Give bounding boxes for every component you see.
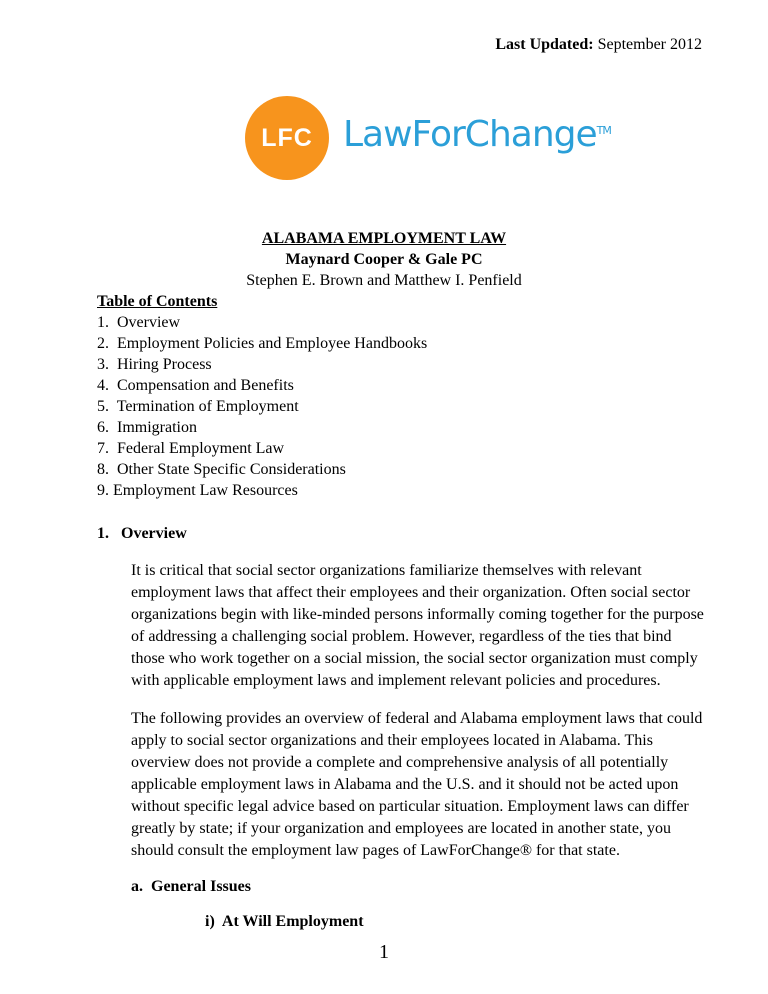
subheading-general-issues: a. General Issues xyxy=(131,878,251,895)
toc-item: 2. Employment Policies and Employee Handbooks xyxy=(97,335,428,352)
toc-item: 9. Employment Law Resources xyxy=(97,482,298,499)
toc-item: 4. Compensation and Benefits xyxy=(97,377,294,394)
page-number: 1 xyxy=(379,941,389,963)
last-updated xyxy=(495,34,702,55)
toc-heading: Table of Contents xyxy=(97,293,218,310)
paragraph: The following provides an overview of federal and Alabama employment laws that could apply to social sector organizations and their employees located in Alabama. This overview does not provide a complete and comprehensive analysis of all potentially applicable employment laws in Alabama and the U.S. and it should not be acted upon without specific legal advice based on particular situation. Employment laws can differ greatly by state; if your organization and employees are located in another state, you should consult the employment law pages of LawForChange® for that state. xyxy=(131,710,703,859)
toc-item: 7. Federal Employment Law xyxy=(97,440,285,457)
logo-name: LawForChange xyxy=(343,114,597,155)
toc-item: 3. Hiring Process xyxy=(97,356,212,373)
toc-item: 5. Termination of Employment xyxy=(97,398,299,415)
table-of-contents xyxy=(97,291,768,501)
last-updated-value: September 2012 xyxy=(593,36,702,53)
document-body xyxy=(0,228,768,964)
lawforchange-logo xyxy=(245,96,611,182)
authors: Stephen E. Brown and Matthew I. Penfield xyxy=(246,272,522,289)
logo-wordmark xyxy=(343,114,611,155)
toc-item: 8. Other State Specific Considerations xyxy=(97,461,346,478)
toc-item: 1. Overview xyxy=(97,314,181,331)
last-updated-label: Last Updated: xyxy=(495,36,594,53)
toc-item: 6. Immigration xyxy=(97,419,197,436)
firm-name: Maynard Cooper & Gale PC xyxy=(285,251,483,268)
section-heading-overview: 1. Overview xyxy=(97,525,187,542)
lfc-logo-mark: LFC xyxy=(245,96,329,180)
document-title: ALABAMA EMPLOYMENT LAW xyxy=(261,230,507,247)
subheading-at-will-employment: i) At Will Employment xyxy=(205,913,364,930)
paragraph: It is critical that social sector organizations familiarize themselves with relevant employment laws that affect their employees and their organization. Often social sector organizations begin with like-minded persons informally coming together for the purpose of addressing a challenging social problem. However, regardless of the ties that bind those who work together on a social mission, the social sector organization must comply with applicable employment laws and implement relevant policies and procedures. xyxy=(131,562,704,689)
logo-tm: TM xyxy=(596,124,611,137)
